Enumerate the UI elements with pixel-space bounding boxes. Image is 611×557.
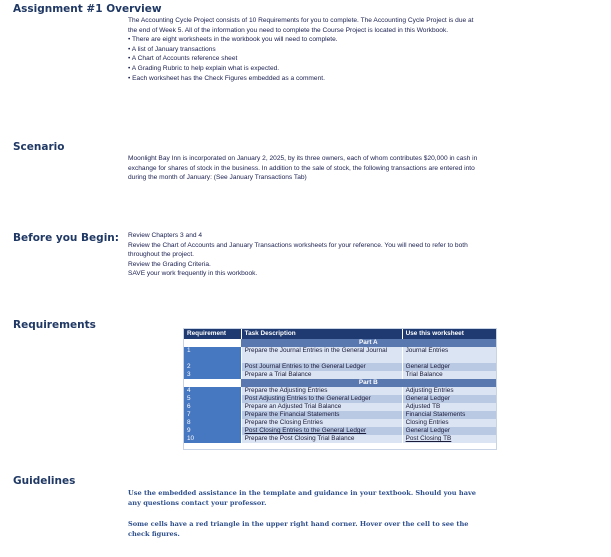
table-row[interactable]	[184, 371, 496, 379]
guidelines-line: Use the embedded assistance in the template and guidance in your textbook. Should you have	[128, 489, 476, 497]
req-number: 5	[184, 395, 241, 403]
req-task: Prepare the Closing Entries	[241, 419, 402, 427]
scenario-line: exchange for shares of stock in the business. In addition to the sale of stock, the following transactions are entered into	[128, 164, 475, 172]
scenario-line: Moonlight Bay Inn is incorporated on January 2, 2025, by its three owners, each of whom contributes $20,000 in cash in	[128, 155, 478, 162]
req-task: Prepare an Adjusted Trial Balance	[241, 403, 402, 411]
table-header-row	[184, 329, 496, 339]
req-number: 1	[184, 347, 241, 363]
req-worksheet: Adjusted TB	[402, 403, 496, 411]
overview-text	[128, 16, 568, 83]
before-line: Review the Grading Criteria.	[128, 260, 211, 268]
header-requirement: Requirement	[187, 330, 227, 337]
overview-line: • Each worksheet has the Check Figures embedded as a comment.	[128, 74, 325, 82]
guidelines-line: Some cells have a red triangle in the upper right hand corner. Hover over the cell to see the	[128, 520, 469, 528]
req-worksheet: Trial Balance	[402, 371, 496, 379]
req-worksheet: Adjusting Entries	[402, 387, 496, 395]
before-text	[128, 231, 568, 279]
req-number: 3	[184, 371, 241, 379]
req-worksheet: Post Closing TB	[402, 435, 496, 443]
scenario-text	[128, 154, 568, 183]
table-row[interactable]	[184, 363, 496, 371]
part-b-row	[184, 379, 496, 387]
overview-line: the end of Week 5. All of the information you need to complete the Course Project is located in this Workbook.	[128, 26, 449, 34]
before-line: SAVE your work frequently in this workbook.	[128, 270, 258, 278]
table-row[interactable]	[184, 435, 496, 443]
part-a-row	[184, 339, 496, 347]
overview-line: • A Grading Rubric to help explain what is expected.	[128, 64, 280, 72]
req-number: 6	[184, 403, 241, 411]
scenario-line: during the month of January: (See January Transactions Tab)	[128, 174, 307, 182]
req-number: 9	[184, 427, 241, 435]
table-row[interactable]	[184, 427, 496, 435]
part-a-label: Part A	[241, 339, 496, 347]
req-worksheet: General Ledger	[402, 363, 496, 371]
req-worksheet: General Ledger	[402, 427, 496, 435]
req-task: Post Closing Entries to the General Ledger	[241, 427, 402, 435]
req-worksheet: Journal Entries	[402, 347, 496, 363]
req-number: 7	[184, 411, 241, 419]
table-row[interactable]	[184, 387, 496, 395]
req-task: Prepare the Journal Entries in the General Journal	[241, 347, 402, 363]
header-worksheet: Use this worksheet	[402, 329, 496, 339]
req-task: Prepare the Adjusting Entries	[241, 387, 402, 395]
guidelines-line: check figures.	[128, 530, 180, 538]
table-row[interactable]	[184, 395, 496, 403]
table-row[interactable]	[184, 403, 496, 411]
req-worksheet: General Ledger	[402, 395, 496, 403]
req-task: Prepare the Post Closing Trial Balance	[241, 435, 402, 443]
scenario-heading: Scenario	[13, 141, 65, 153]
header-task: Task Description	[241, 329, 402, 339]
table-row[interactable]	[184, 419, 496, 427]
overview-heading: Assignment #1 Overview	[13, 3, 162, 15]
guidelines-para-1	[128, 488, 548, 508]
table-row[interactable]	[184, 411, 496, 419]
part-b-label: Part B	[241, 379, 496, 387]
req-worksheet: Closing Entries	[402, 419, 496, 427]
guidelines-para-2	[128, 519, 548, 539]
before-line: Review the Chart of Accounts and January Transactions worksheets for your reference. You will need to refer to both	[128, 241, 468, 249]
overview-line: The Accounting Cycle Project consists of 10 Requirements for you to complete. The Accounting Cycle Project is due at	[128, 17, 474, 24]
req-task: Prepare the Financial Statements	[241, 411, 402, 419]
req-task: Post Journal Entries to the General Ledger	[241, 363, 402, 371]
requirements-table	[183, 328, 497, 450]
guidelines-line: any questions contact your professor.	[128, 499, 267, 507]
req-task: Post Adjusting Entries to the General Ledger	[241, 395, 402, 403]
before-line: Review Chapters 3 and 4	[128, 232, 203, 239]
req-task: Prepare a Trial Balance	[241, 371, 402, 379]
overview-line: • A list of January transactions	[128, 45, 216, 53]
table-row[interactable]	[184, 347, 496, 363]
overview-line: • There are eight worksheets in the workbook you will need to complete.	[128, 36, 338, 44]
req-number: 8	[184, 419, 241, 427]
requirements-heading: Requirements	[13, 319, 96, 331]
req-worksheet: Financial Statements	[402, 411, 496, 419]
req-number: 4	[184, 387, 241, 395]
req-number: 2	[184, 363, 241, 371]
before-heading: Before you Begin:	[13, 232, 119, 244]
req-number: 10	[184, 435, 241, 443]
guidelines-heading: Guidelines	[13, 475, 76, 487]
before-line: throughout the project.	[128, 251, 194, 259]
overview-line: • A Chart of Accounts reference sheet	[128, 55, 238, 63]
